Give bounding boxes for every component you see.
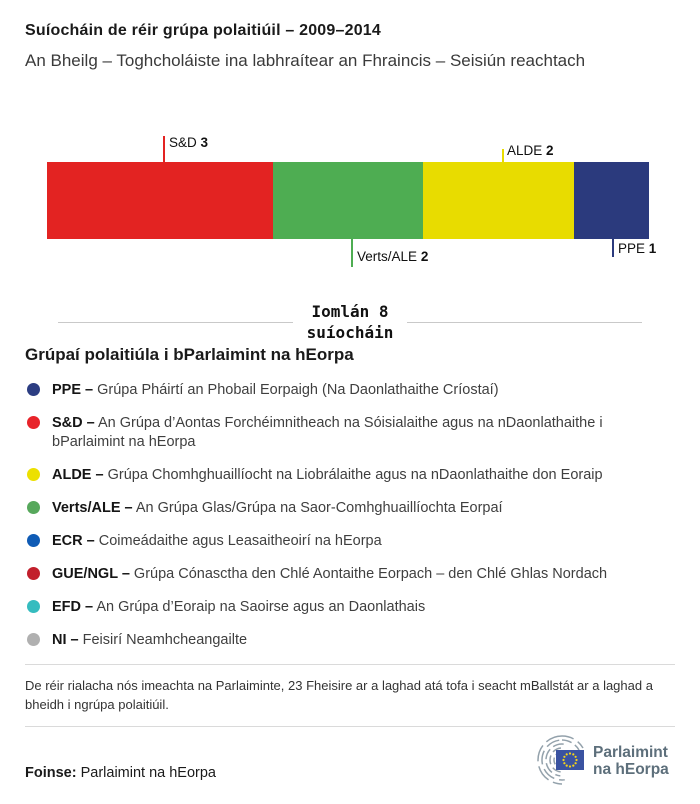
bar-segment-alde xyxy=(423,162,574,239)
total-seats-line2: suíocháin xyxy=(306,323,394,342)
legend-item-text: ECR – Coimeádaithe agus Leasaitheoirí na hEorpa xyxy=(52,533,382,549)
legend-heading: Grúpaí polaitiúla i bParlaimint na hEorpa xyxy=(25,345,354,364)
legend-list xyxy=(25,381,675,650)
total-divider-left xyxy=(58,322,293,323)
total-divider-right xyxy=(407,322,642,323)
legend-item-efd xyxy=(25,598,675,617)
european-parliament-logo xyxy=(525,733,675,792)
bar-label-verts-ale xyxy=(357,249,428,264)
bar-label-verts-ale-group: Verts/ALE xyxy=(357,249,418,264)
legend-color-dot xyxy=(27,633,40,646)
legend-color-dot xyxy=(27,501,40,514)
legend-item-abbr: ECR – xyxy=(52,533,95,549)
legend-item-abbr: S&D – xyxy=(52,415,95,431)
bar-label-alde-seats: 2 xyxy=(546,143,554,158)
legend-color-dot xyxy=(27,600,40,613)
source-label: Foinse: xyxy=(25,765,77,781)
callout-line-sd xyxy=(163,136,165,162)
legend-color-dot xyxy=(27,468,40,481)
legend-item-abbr: ALDE – xyxy=(52,467,104,483)
bar-label-ppe-group: PPE xyxy=(618,241,646,256)
legend-item-s-d xyxy=(25,414,675,452)
legend-item-text: EFD – An Grúpa d’Eoraip na Saoirse agus an Daonlathais xyxy=(52,599,426,615)
legend-color-dot xyxy=(27,567,40,580)
legend-item-text: S&D – An Grúpa d’Aontas Forchéimnitheach na Sóisialaithe agus na nDaonlathaithe i bParlaimint na hEorpa xyxy=(52,415,603,450)
bar-label-sd xyxy=(169,135,208,150)
header xyxy=(0,0,700,71)
logo-text-line1: Parlaimint xyxy=(593,744,668,761)
legend-item-text: ALDE – Grúpa Chomhghuaillíocht na Liobrálaithe agus na nDaonlathaithe don Eoraip xyxy=(52,467,603,483)
callout-line-verts-ale xyxy=(351,239,353,267)
legend-item-abbr: EFD – xyxy=(52,599,94,615)
legend-color-dot xyxy=(27,416,40,429)
page-title: Suíocháin de réir grúpa polaitiúil – 2009–2014 xyxy=(25,22,381,39)
bar-segment-verts-ale xyxy=(273,162,424,239)
footnote: De réir rialacha nós imeachta na Parlaiminte, 23 Fheisire ar a laghad atá tofa i seacht mBallstát ar a laghad a bheidh i ngrúpa polaitiúil. xyxy=(25,664,675,727)
legend-item-abbr: Verts/ALE – xyxy=(52,500,133,516)
legend-item-text: PPE – Grúpa Pháirtí an Phobail Eorpaigh (Na Daonlathaithe Críostaí) xyxy=(52,382,499,398)
footer xyxy=(25,727,675,791)
legend-item-text: GUE/NGL – Grúpa Cónasctha den Chlé Aontaithe Eorpach – den Chlé Ghlas Nordach xyxy=(52,566,608,582)
bar-label-alde xyxy=(507,143,554,158)
total-seats-label xyxy=(293,301,408,343)
bar-label-alde-group: ALDE xyxy=(507,143,543,158)
bar-segment-s-d xyxy=(47,162,273,239)
callout-line-alde xyxy=(502,149,504,162)
parliament-hemicycle-icon xyxy=(525,733,675,787)
seats-chart xyxy=(0,129,700,301)
legend-item-alde xyxy=(25,466,675,485)
bar-label-ppe-seats: 1 xyxy=(648,241,657,256)
legend-item-abbr: NI – xyxy=(52,632,79,648)
legend-item-ni xyxy=(25,631,675,650)
legend-item-ppe xyxy=(25,381,675,400)
bar-label-sd-group: S&D xyxy=(169,135,197,150)
page-subtitle: An Bheilg – Toghcholáiste ina labhraítear an Fhraincis – Seisiún reachtach xyxy=(25,51,586,70)
source-line xyxy=(25,765,216,781)
legend-color-dot xyxy=(27,383,40,396)
legend-item-text: Verts/ALE – An Grúpa Glas/Grúpa na Saor-Comhghuaillíochta Eorpaí xyxy=(52,500,503,516)
legend-color-dot xyxy=(27,534,40,547)
total-seats-row xyxy=(58,301,642,343)
logo-text-line2: na hEorpa xyxy=(593,761,669,778)
bar-segment-ppe xyxy=(574,162,649,239)
bar-label-sd-seats: 3 xyxy=(200,135,209,150)
legend-item-ecr xyxy=(25,532,675,551)
legend-item-text: NI – Feisirí Neamhcheangailte xyxy=(52,632,248,648)
stacked-bar xyxy=(47,162,649,239)
legend-item-abbr: PPE – xyxy=(52,382,94,398)
bar-label-ppe xyxy=(618,241,656,256)
bar-label-verts-ale-seats: 2 xyxy=(420,249,429,264)
legend-item-verts-ale xyxy=(25,499,675,518)
callout-line-ppe xyxy=(612,239,614,257)
source-value: Parlaimint na hEorpa xyxy=(80,765,217,781)
total-seats-line1: Iomlán 8 xyxy=(311,302,389,321)
legend-item-abbr: GUE/NGL – xyxy=(52,566,130,582)
legend-item-gue-ngl xyxy=(25,565,675,584)
